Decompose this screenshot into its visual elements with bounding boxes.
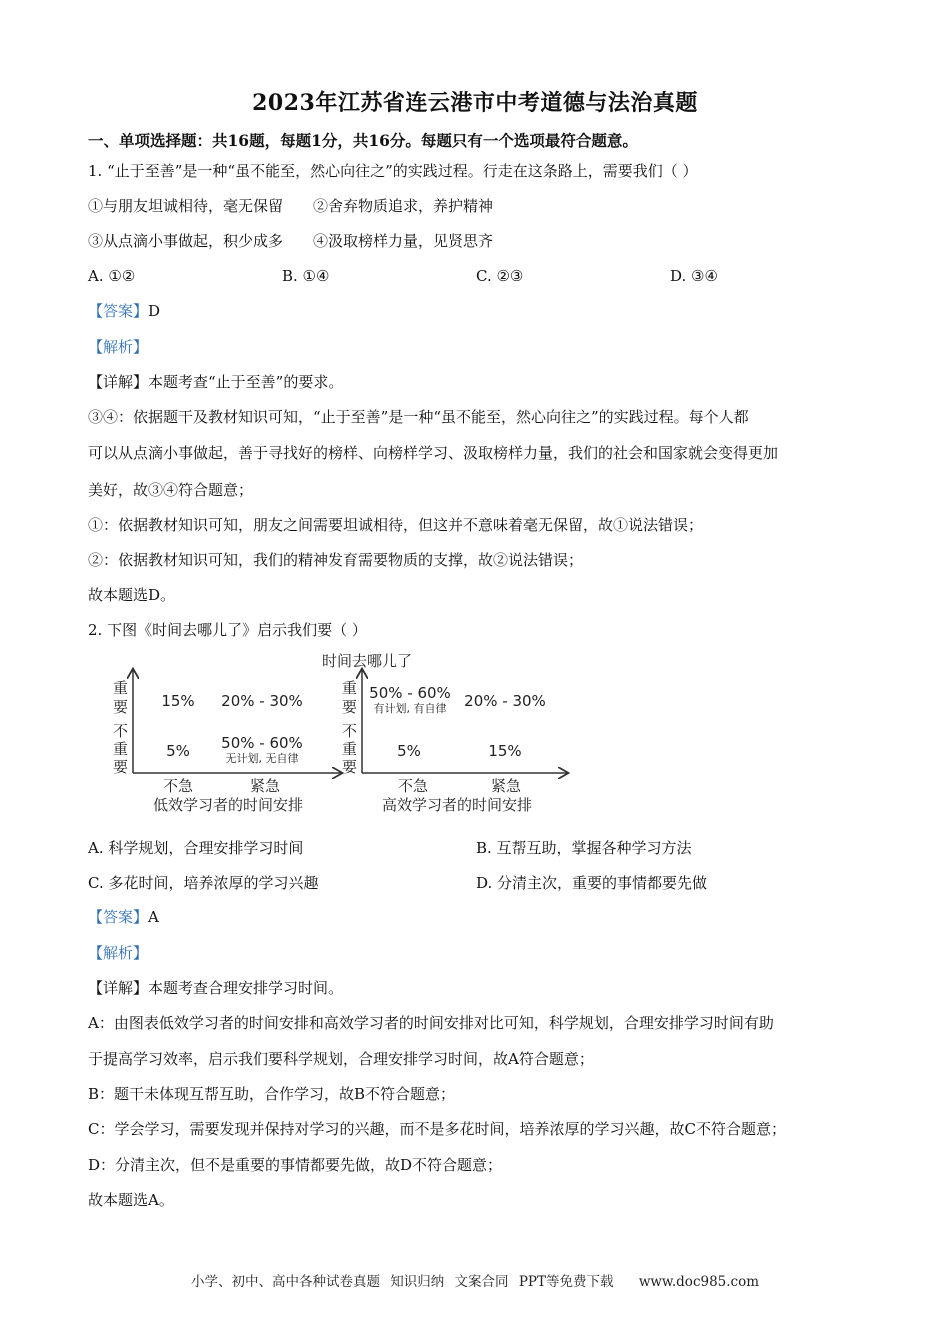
q1-statement: ③从点滴小事做起，积少成多 ④汲取榜样力量，见贤思齐	[88, 232, 494, 250]
q1-answer	[88, 301, 160, 321]
page-footer	[0, 1270, 950, 1290]
q1-option-c: C. ②③	[476, 267, 524, 285]
q1-statement: ①与朋友坦诚相待，毫无保留 ②舍弃物质追求，养护精神	[88, 197, 494, 215]
q2-option-a: A. 科学规划，合理安排学习时间	[88, 839, 304, 857]
q1-detail-line: ②：依据教材知识可知，我们的精神发育需要物质的支撑，故②说法错误；	[88, 551, 584, 569]
q2-stem: 2. 下图《时间去哪儿了》启示我们要（ ）	[88, 621, 367, 639]
axis-char: 要	[113, 698, 129, 716]
q2-option-d: D. 分清主次，重要的事情都要先做	[476, 874, 708, 892]
axis-char: 重	[342, 740, 358, 758]
q1-detail-line: 【详解】本题考查“止于至善”的要求。	[88, 373, 344, 391]
page-title: 2023年江苏省连云港市中考道德与法治真题	[252, 90, 698, 116]
q2-option-c: C. 多花时间，培养浓厚的学习兴趣	[88, 874, 319, 892]
footer-item: 知识归纳	[390, 1274, 445, 1290]
left-important-not-urgent: 15%	[161, 692, 195, 710]
q1-analysis-tag: 【解析】	[88, 338, 149, 356]
q1-detail-line: 美好，故③④符合题意；	[88, 481, 254, 499]
q2-detail-line: B：题干未体现互帮互助，合作学习，故B不符合题意；	[88, 1085, 456, 1103]
q1-stem: 1. “止于至善”是一种“虽不能至，然心向往之”的实践过程。行走在这条路上，需要我们（ ）	[88, 162, 698, 180]
right-y-label-important	[342, 679, 357, 716]
left-y-label-unimportant	[113, 722, 128, 776]
right-x-label-not-urgent: 不急	[397, 777, 429, 795]
q1-option-b: B. ①④	[282, 267, 330, 285]
left-unimportant-not-urgent: 5%	[166, 742, 190, 760]
answer-value: A	[148, 908, 159, 926]
footer-item: 文案合同	[454, 1274, 509, 1290]
q2-detail-line: C：学会学习，需要发现并保持对学习的兴趣，而不是多花时间，培养浓厚的学习兴趣，故C不符合题意；	[88, 1120, 786, 1138]
q1-option-a: A. ①②	[88, 267, 136, 285]
right-x-label-urgent: 紧急	[490, 777, 522, 795]
q2-option-b: B. 互帮互助，掌握各种学习方法	[476, 839, 692, 857]
left-x-label-not-urgent: 不急	[162, 777, 194, 795]
axis-char: 要	[113, 758, 129, 776]
axis-char: 重	[113, 679, 129, 697]
axis-char: 重	[113, 740, 129, 758]
right-important-not-urgent: 50% - 60%	[369, 684, 451, 702]
time-matrix-figure	[105, 648, 575, 820]
q2-detail-line: A：由图表低效学习者的时间安排和高效学习者的时间安排对比可知，科学规划，合理安排学习时间有助	[88, 1014, 774, 1032]
right-important-not-urgent-note: 有计划, 有自律	[373, 702, 447, 715]
left-x-label-urgent: 紧急	[249, 777, 281, 795]
answer-value: D	[148, 302, 161, 320]
axis-char: 不	[342, 722, 358, 740]
left-caption: 低效学习者的时间安排	[152, 796, 304, 814]
q1-detail-line: ③④：依据题干及教材知识可知，“止于至善”是一种“虽不能至，然心向往之”的实践过程。每个人都	[88, 408, 749, 426]
left-unimportant-urgent-note: 无计划, 无自律	[225, 752, 299, 765]
footer-item: PPT等免费下载	[518, 1274, 614, 1290]
footer-url[interactable]: www.doc985.com	[638, 1274, 760, 1290]
left-important-urgent: 20% - 30%	[221, 692, 303, 710]
q2-analysis-tag: 【解析】	[88, 944, 149, 962]
answer-tag: 【答案】	[88, 908, 149, 926]
q1-detail-line: 故本题选D。	[88, 586, 176, 604]
axis-char: 不	[113, 722, 129, 740]
q1-option-d: D. ③④	[670, 267, 718, 285]
q1-detail-line: 可以从点滴小事做起，善于寻找好的榜样、向榜样学习、汲取榜样力量，我们的社会和国家就会变得更加	[88, 444, 779, 462]
q2-detail-line: 故本题选A。	[88, 1191, 174, 1209]
footer-item: 小学、初中、高中各种试卷真题	[190, 1274, 380, 1290]
right-important-urgent: 20% - 30%	[464, 692, 546, 710]
right-unimportant-not-urgent: 5%	[397, 742, 421, 760]
q2-detail-line: 于提高学习效率，启示我们要科学规划，合理安排学习时间，故A符合题意；	[88, 1050, 594, 1068]
q2-detail-line: D：分清主次，但不是重要的事情都要先做，故D不符合题意；	[88, 1156, 503, 1174]
section-heading: 一、单项选择题：共16题，每题1分，共16分。每题只有一个选项最符合题意。	[88, 131, 638, 150]
left-unimportant-urgent: 50% - 60%	[221, 734, 303, 752]
right-caption: 高效学习者的时间安排	[381, 796, 533, 814]
axis-char: 要	[342, 758, 358, 776]
answer-tag: 【答案】	[88, 302, 149, 320]
q1-detail-line: ①：依据教材知识可知，朋友之间需要坦诚相待，但这并不意味着毫无保留，故①说法错误；	[88, 516, 704, 534]
q2-answer	[88, 907, 159, 927]
left-y-label-important	[113, 679, 128, 716]
axis-char: 重	[342, 679, 358, 697]
figure-title: 时间去哪儿了	[321, 652, 413, 670]
right-y-label-unimportant	[342, 722, 357, 776]
q2-detail-line: 【详解】本题考查合理安排学习时间。	[88, 979, 344, 997]
right-unimportant-urgent: 15%	[488, 742, 522, 760]
axis-char: 要	[342, 698, 358, 716]
